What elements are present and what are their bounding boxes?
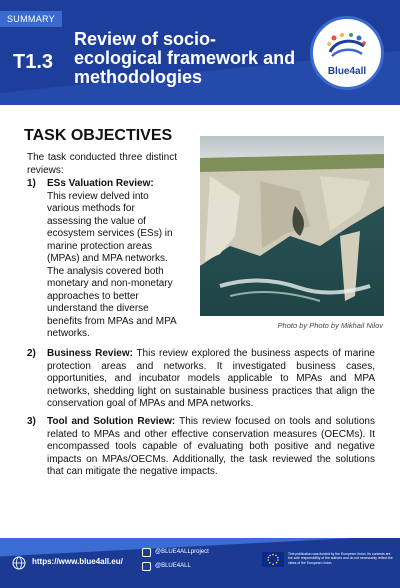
item-text: This review explored the business aspects of marine protection areas and networks. It investigated business cases, opportunities, and incubator models applicable to MPAs and MPA networks, shedding light on sustainable business practices that align the conservation goal of MPAs and MPA networks. — [47, 348, 375, 409]
cliff-photo — [200, 136, 384, 316]
social-icon — [142, 548, 151, 557]
intro-text: The task conducted three distinct reviews: — [27, 152, 177, 176]
globe-icon — [12, 556, 26, 570]
summary-tag: SUMMARY — [0, 11, 62, 27]
fish-logo-icon — [324, 30, 370, 64]
item-text: This review delved into various methods for assessing the value of ecosystem services (ESs) in marine protection areas (MPAs) and MPA networks. The analysis covered both monetary and non-monetary approaches to better understand the diverse benefits from MPAs and MPA networks. — [47, 190, 177, 339]
social-handle[interactable]: @BLUE4ALL — [155, 563, 191, 569]
cliff-photo-image — [200, 136, 384, 316]
item-text: This review focused on tools and solutions related to MPAs and other effective conservation measures (OECMs). It encompassed tools capable of evaluating both positive and negative impacts on MPAs/OECMs. Additionally, the task reviewed the solutions that can mitigate the negative impacts. — [47, 416, 375, 477]
item-heading: ESs Valuation Review: — [47, 178, 154, 189]
page-title: Review of socio-ecological framework and methodologies — [74, 29, 296, 87]
blue4all-logo — [310, 16, 384, 90]
item-heading: Tool and Solution Review: — [47, 416, 176, 427]
social-icon — [142, 562, 151, 571]
photo-caption: Photo by Photo by Mikhail Nilov — [277, 321, 383, 330]
item-number: 2) — [27, 348, 36, 359]
item-heading: Business Review: — [47, 348, 133, 359]
social-handle-project[interactable]: @BLUE4ALLproject — [155, 549, 209, 555]
item-number: 1) — [27, 178, 36, 189]
eu-disclaimer: This publication was funded by the European Union. Its contents are the sole responsibility of the authors and do not necessarily reflect the views of the European Union. — [288, 552, 393, 565]
section-title: TASK OBJECTIVES — [24, 127, 173, 144]
logo-text: Blue4all — [327, 65, 367, 77]
item-number: 3) — [27, 416, 36, 427]
task-code: T1.3 — [13, 51, 54, 73]
eu-flag-icon — [262, 552, 284, 567]
header-banner — [0, 0, 400, 105]
footer — [0, 538, 400, 588]
website-link[interactable]: https://www.blue4all.eu/ — [32, 557, 123, 566]
